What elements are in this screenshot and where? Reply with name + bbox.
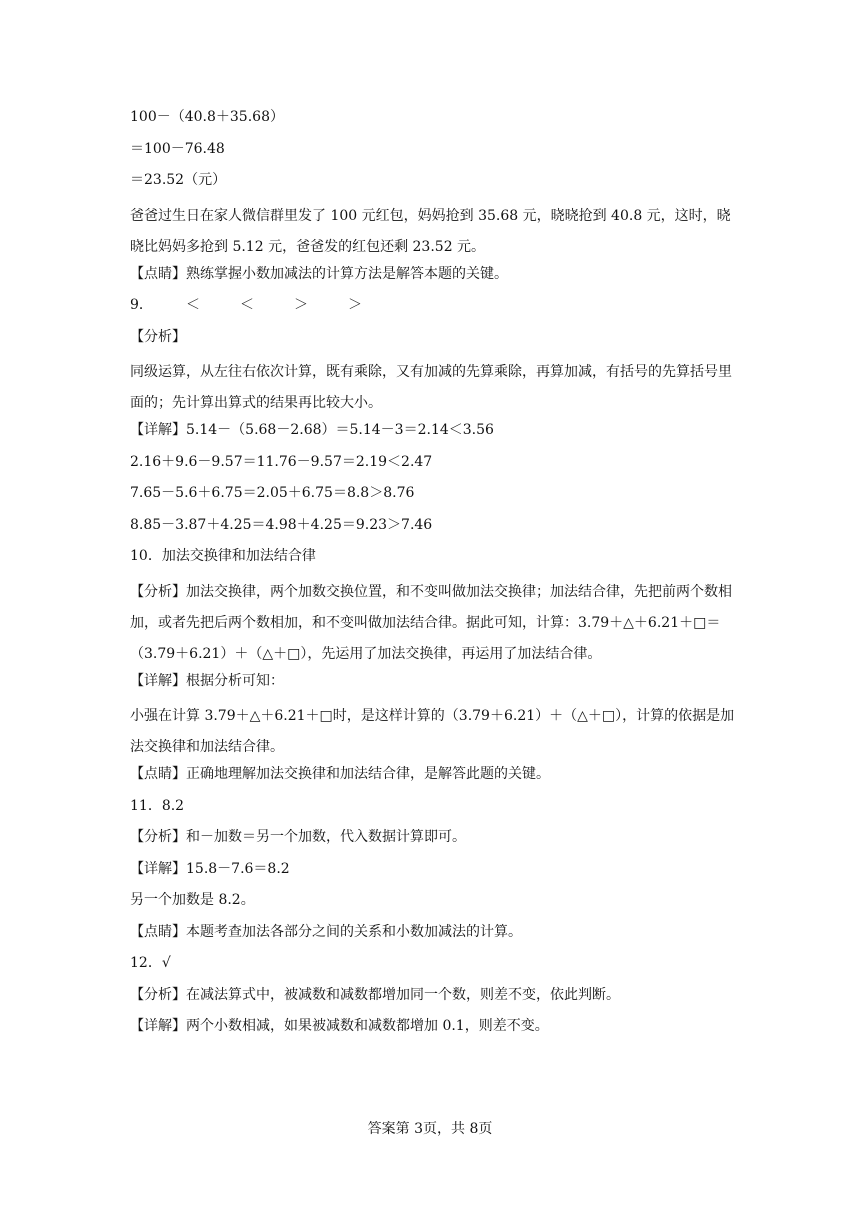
analysis-heading: 【分析】 [130, 328, 186, 345]
equation-line: ＝23.52（元） [130, 172, 227, 188]
detail-line: 【详解】两个小数相减，如果被减数和减数都增加 0.1，则差不变。 [130, 1018, 549, 1034]
page-footer: 答案第 3页，共 8页 [367, 1121, 493, 1137]
question-10-heading: 10．加法交换律和加法结合律 [130, 548, 316, 564]
analysis-paragraph: 同级运算，从左往右依次计算，既有乘除，又有加减的先算乘除，再算加减，有括号的先算括号里面的；先计算出算式的结果再比较大小。 [130, 364, 732, 411]
comment-line: 【点睛】熟练掌握小数加减法的计算方法是解答本题的关键。 [130, 265, 508, 282]
equation-line: 8.85－3.87＋4.25＝4.98＋4.25＝9.23＞7.46 [130, 516, 433, 533]
equation-line: 100－（40.8＋35.68） [130, 109, 284, 125]
answer-line: 另一个加数是 8.2。 [130, 892, 255, 908]
analysis-line: 【分析】和－加数＝另一个加数，代入数据计算即可。 [130, 829, 466, 845]
equation-line: 2.16＋9.6－9.57＝11.76－9.57＝2.19＜2.47 [130, 453, 433, 470]
comparison-symbol: ＞ [294, 297, 308, 313]
answer-paragraph: 爸爸过生日在家人微信群里发了 100 元红包，妈妈抢到 35.68 元，晓晓抢到 40.8 元，这时，晓晓比妈妈多抢到 5.12 元，爸爸发的红包还剩 23.52 元。 [130, 207, 731, 255]
equation-line: ＝100－76.48 [130, 140, 225, 157]
comment-line: 【点睛】本题考查加法各部分之间的关系和小数加减法的计算。 [130, 923, 522, 940]
detail-line: 【详解】根据分析可知： [130, 672, 284, 689]
comparison-symbol: ＜ [240, 297, 254, 313]
question-11-heading: 11．8.2 [130, 797, 185, 814]
comparison-symbol: ＜ [186, 297, 200, 313]
detail-paragraph: 小强在计算 3.79＋△＋6.21＋□时，是这样计算的（3.79＋6.21）＋（△＋□），计算的依据是加法交换律和加法结合律。 [130, 708, 735, 755]
comment-line: 【点睛】正确地理解加法交换律和加法结合律，是解答此题的关键。 [130, 766, 550, 782]
analysis-paragraph: 【分析】加法交换律，两个加数交换位置，和不变叫做加法交换律；加法结合律，先把前两个数相加，或者先把后两个数相加，和不变叫做加法结合律。据此可知，计算：3.79＋△＋6.21＋□＝（3.79＋6.21）＋（△＋□），先运用了加法交换律，再运用了加法结合律。 [130, 583, 732, 662]
comparison-symbol: ＞ [348, 297, 362, 313]
equation-line: 7.65－5.6＋6.75＝2.05＋6.75＝8.8＞8.76 [130, 485, 415, 501]
question-9-answers [130, 294, 740, 316]
question-number: 9． [130, 297, 153, 313]
document-body [130, 106, 740, 1047]
analysis-line: 【分析】在减法算式中，被减数和减数都增加同一个数，则差不变，依此判断。 [130, 986, 620, 1003]
detail-line: 【详解】5.14－（5.68－2.68）＝5.14－3＝2.14＜3.56 [130, 422, 494, 438]
detail-line: 【详解】15.8－7.6＝8.2 [130, 860, 290, 877]
question-12-heading: 12．√ [130, 955, 171, 971]
